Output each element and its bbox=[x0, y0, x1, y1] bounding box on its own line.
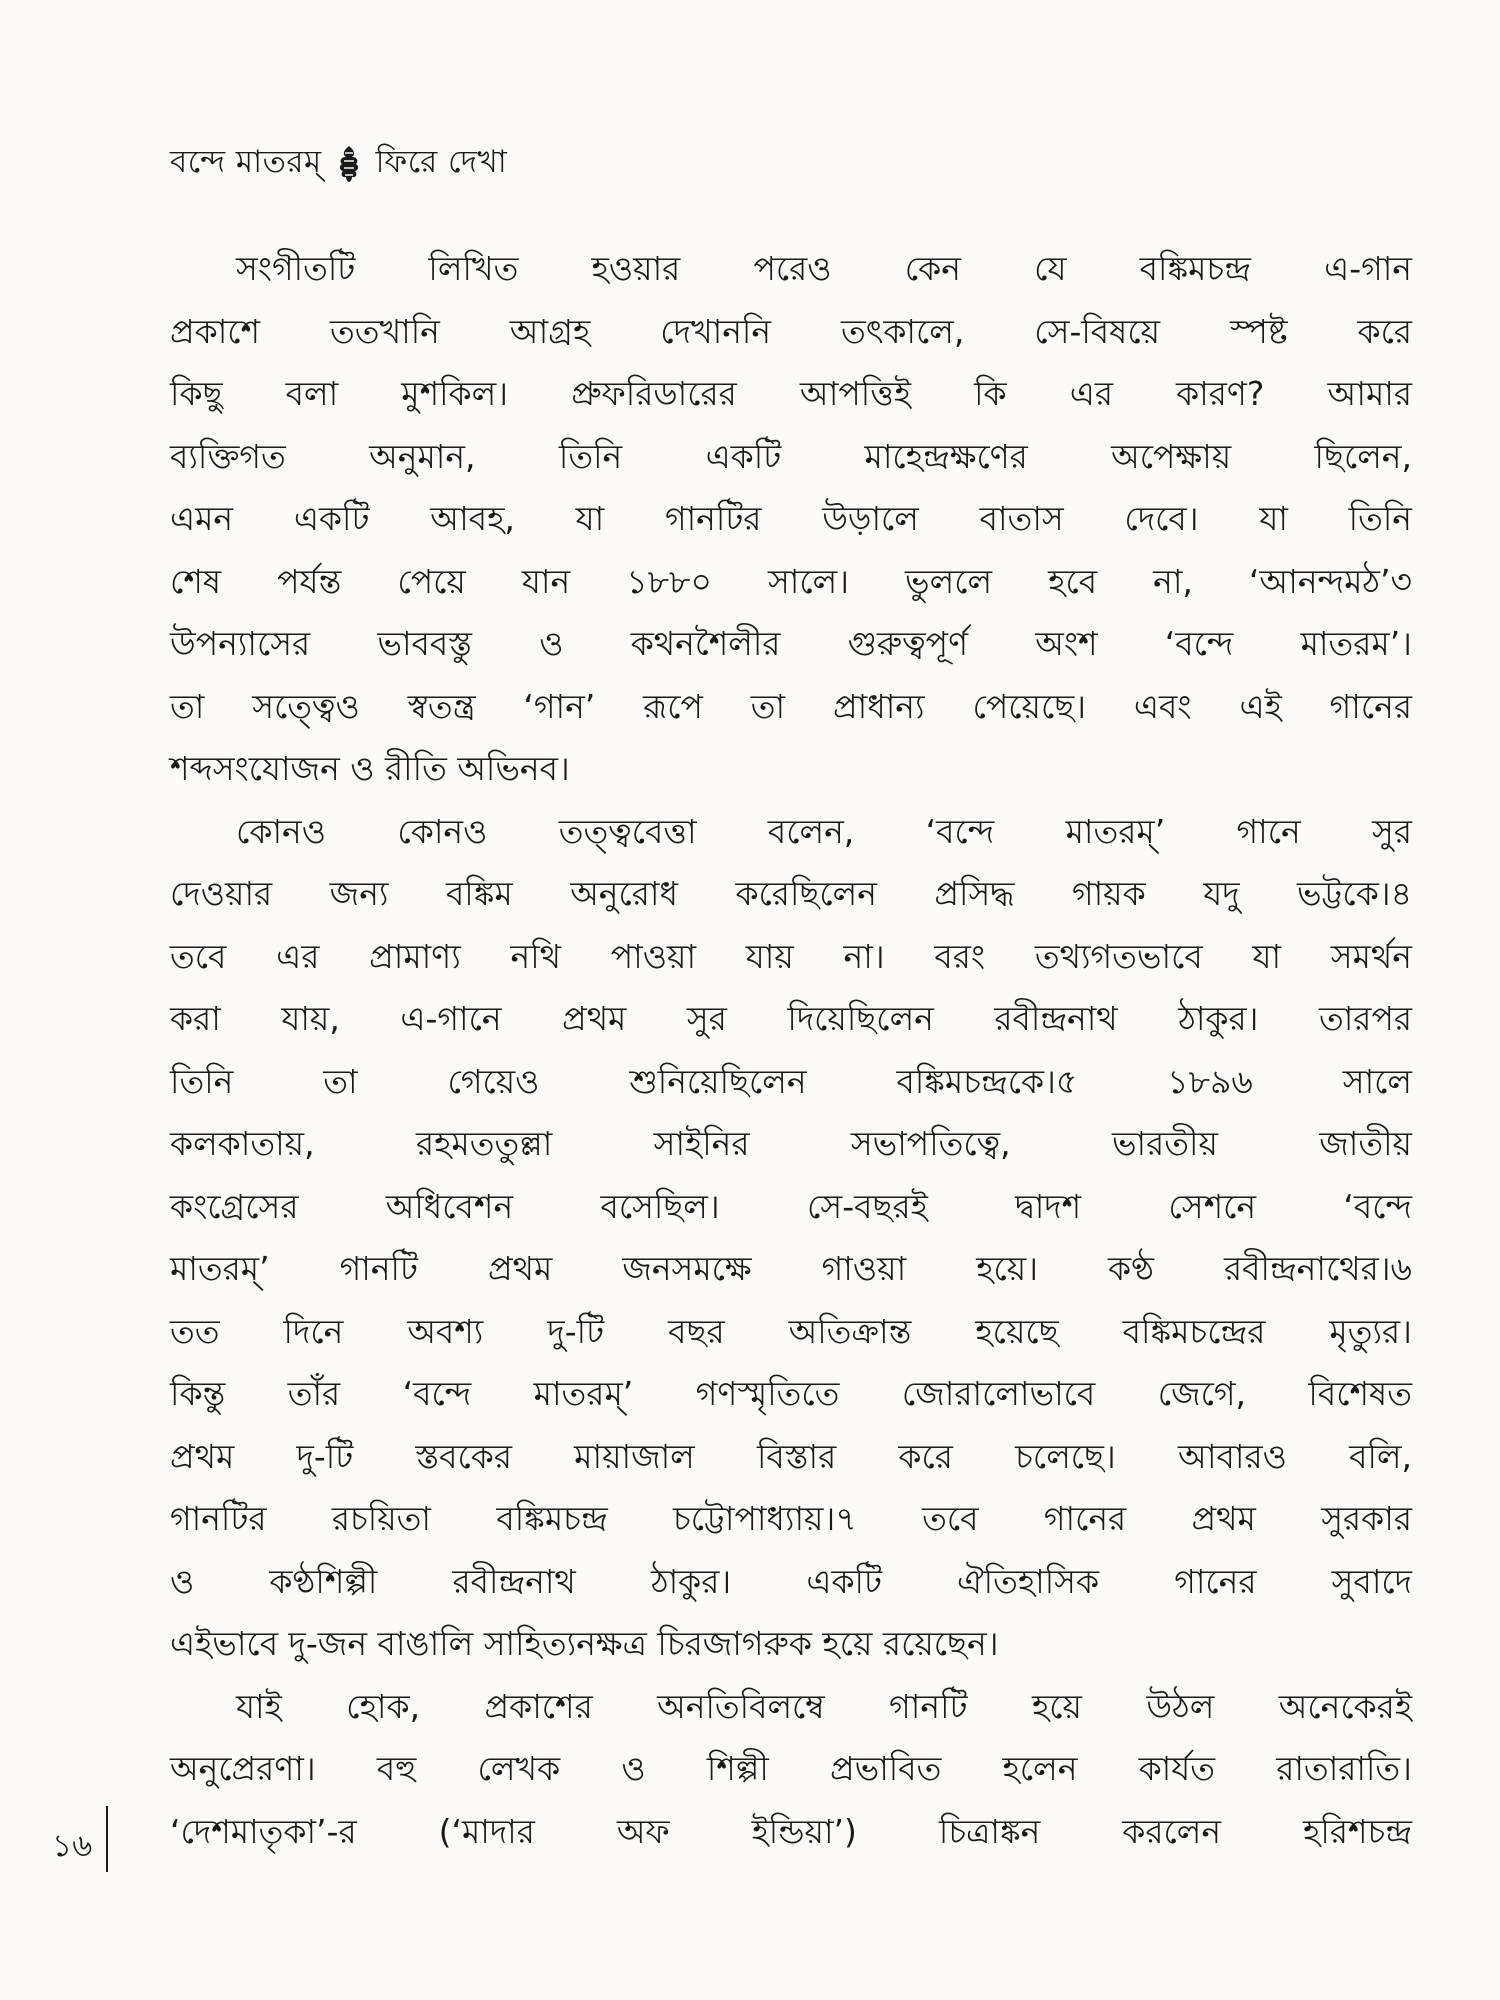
paragraph bbox=[170, 801, 1412, 1676]
text-line: কলকাতায়, রহমততুল্লা সাইনির সভাপতিত্বে, ভারতীয় জাতীয় bbox=[170, 1124, 1412, 1163]
text-line: ও কণ্ঠশিল্পী রবীন্দ্রনাথ ঠাকুর। একটি ঐতিহাসিক গানের সুবাদে bbox=[170, 1561, 1412, 1601]
text-line: কিন্তু তাঁর ‘বন্দে মাতরম্’ গণস্মৃতিতে জোরালোভাবে জেগে, বিশেষত bbox=[170, 1374, 1412, 1413]
text-line: এইভাবে দু-জন বাঙালি সাহিত্যনক্ষত্র চিরজাগরুক হয়ে রয়েছেন। bbox=[170, 1624, 999, 1663]
text-line: এমন একটি আবহ, যা গানটির উড়ালে বাতাস দেবে। যা তিনি bbox=[170, 499, 1412, 538]
flourish-ornament-icon bbox=[336, 144, 362, 184]
text-line: উপন্যাসের ভাববস্তু ও কথনশৈলীর গুরুত্বপূর্ণ অংশ ‘বন্দে মাতরম’। bbox=[170, 624, 1412, 663]
text-line: প্রথম দু-টি স্তবকের মায়াজাল বিস্তার করে চলেছে। আবারও বলি, bbox=[170, 1436, 1412, 1476]
text-line: তা সত্ত্বেও স্বতন্ত্র ‘গান’ রূপে তা প্রাধান্য পেয়েছে। এবং এই গানের bbox=[170, 686, 1412, 726]
paragraph bbox=[170, 238, 1412, 801]
text-line: শব্দসংযোজন ও রীতি অভিনব। bbox=[170, 749, 570, 788]
text-line: করা যায়, এ-গানে প্রথম সুর দিয়েছিলেন রবীন্দ্রনাথ ঠাকুর। তারপর bbox=[170, 999, 1412, 1038]
text-line: যাই হোক, প্রকাশের অনতিবিলম্বে গানটি হয়ে উঠল অনেকেরই bbox=[236, 1686, 1412, 1726]
text-line: কোনও কোনও তত্ত্ববেত্তা বলেন, ‘বন্দে মাতরম্’ গানে সুর bbox=[236, 811, 1412, 851]
text-line: তবে এর প্রামাণ্য নথি পাওয়া যায় না। বরং তথ্যগতভাবে যা সমর্থন bbox=[170, 936, 1412, 976]
text-line: সংগীতটি লিখিত হওয়ার পরেও কেন যে বঙ্কিমচন্দ্র এ-গান bbox=[236, 249, 1412, 288]
running-header bbox=[170, 138, 507, 190]
page-number: ১৬ bbox=[52, 1828, 93, 1864]
text-line: ‘দেশমাতৃকা’-র (‘মাদার অফ ইন্ডিয়া’) চিত্রাঙ্কন করলেন হরিশচন্দ্র bbox=[170, 1811, 1412, 1851]
text-line: কিছু বলা মুশকিল। প্রুফরিডারের আপত্তিই কি এর কারণ? আমার bbox=[170, 374, 1412, 413]
text-line: দেওয়ার জন্য বঙ্কিম অনুরোধ করেছিলেন প্রসিদ্ধ গায়ক যদু ভট্টকে।৪ bbox=[170, 874, 1412, 913]
text-line: কংগ্রেসের অধিবেশন বসেছিল। সে-বছরই দ্বাদশ সেশনে ‘বন্দে bbox=[170, 1186, 1412, 1226]
text-line: তত দিনে অবশ্য দু-টি বছর অতিক্রান্ত হয়েছে বঙ্কিমচন্দ্রের মৃত্যুর। bbox=[170, 1311, 1412, 1351]
header-title-right: ফিরে দেখা bbox=[375, 144, 508, 180]
paragraph bbox=[170, 1676, 1412, 1864]
body-text bbox=[170, 238, 1412, 1863]
text-line: মাতরম্’ গানটি প্রথম জনসমক্ষে গাওয়া হয়ে। কণ্ঠ রবীন্দ্রনাথের।৬ bbox=[170, 1249, 1412, 1288]
header-title-left: বন্দে মাতরম্ bbox=[170, 144, 322, 180]
text-line: অনুপ্রেরণা। বহু লেখক ও শিল্পী প্রভাবিত হলেন কার্যত রাতারাতি। bbox=[170, 1749, 1412, 1788]
text-line: ব্যক্তিগত অনুমান, তিনি একটি মাহেন্দ্রক্ষণের অপেক্ষায় ছিলেন, bbox=[170, 436, 1412, 476]
text-line: গানটির রচয়িতা বঙ্কিমচন্দ্র চট্টোপাধ্যায়।৭ তবে গানের প্রথম সুরকার bbox=[170, 1499, 1412, 1538]
text-line: তিনি তা গেয়েও শুনিয়েছিলেন বঙ্কিমচন্দ্রকে।৫ ১৮৯৬ সালে bbox=[170, 1061, 1412, 1101]
text-line: শেষ পর্যন্ত পেয়ে যান ১৮৮০ সালে। ভুললে হবে না, ‘আনন্দমঠ’৩ bbox=[170, 561, 1412, 601]
text-line: প্রকাশে ততখানি আগ্রহ দেখাননি তৎকালে, সে-বিষয়ে স্পষ্ট করে bbox=[170, 311, 1412, 351]
page-number-rule bbox=[106, 1806, 108, 1872]
